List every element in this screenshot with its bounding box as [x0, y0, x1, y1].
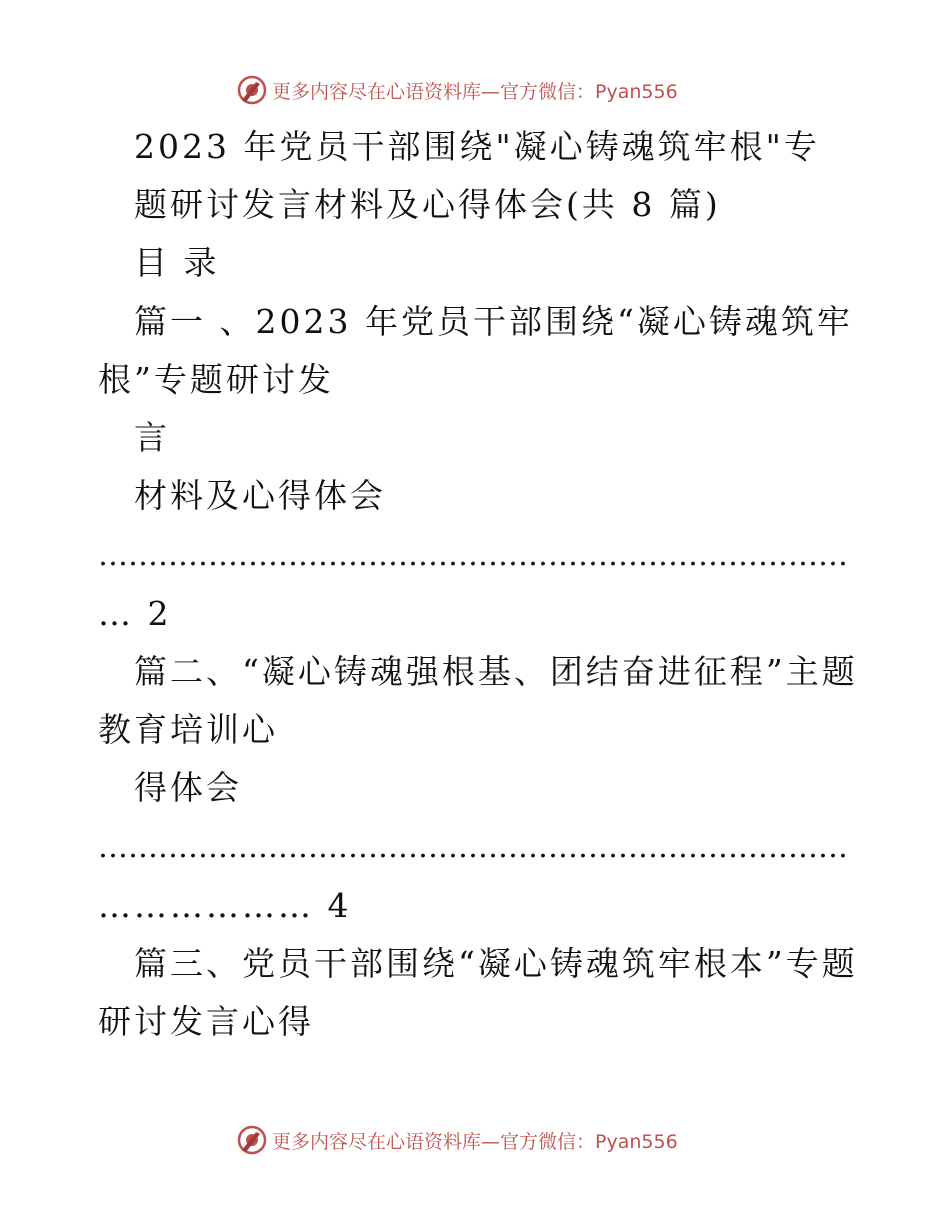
toc-item-1-line-2: 根”专题研讨发: [98, 360, 334, 399]
toc-item-2-line-3: 得体会: [134, 768, 242, 807]
document-title-line-2: 题研讨发言材料及心得体会(共 8 篇): [134, 185, 721, 224]
toc-item-1-line-4: 材料及心得体会: [134, 476, 386, 515]
toc-item-1-page: … 2: [98, 594, 172, 633]
footer-banner: [0, 1120, 950, 1160]
banner-text: 更多内容尽在心语资料库—官方微信：Pyan556: [272, 80, 678, 103]
header-banner: [0, 70, 950, 110]
document-title-line-1: 2023 年党员干部围绕"凝心铸魂筑牢根"专: [134, 127, 820, 166]
toc-item-1-leader: …………………………………………………………………: [98, 538, 848, 573]
toc-item-2-line-1: 篇二、“凝心铸魂强根基、团结奋进征程”主题: [134, 652, 858, 691]
toc-item-3-line-1: 篇三、党员干部围绕“凝心铸魂筑牢根本”专题: [134, 944, 858, 983]
toc-item-2-page: ……………… 4: [98, 886, 352, 925]
toc-item-1-line-1: 篇一 、2023 年党员干部围绕“凝心铸魂筑牢: [134, 302, 853, 341]
banner-text: 更多内容尽在心语资料库—官方微信：Pyan556: [272, 1130, 678, 1153]
toc-item-2-leader: …………………………………………………………………: [98, 830, 848, 865]
toc-item-1-line-3: 言: [134, 418, 170, 457]
pen-logo-icon: [236, 74, 268, 106]
toc-item-3-line-2: 研讨发言心得: [98, 1002, 314, 1041]
pen-logo-icon: [236, 1124, 268, 1156]
toc-heading: 目 录: [134, 243, 220, 282]
toc-item-2-line-2: 教育培训心: [98, 710, 278, 749]
